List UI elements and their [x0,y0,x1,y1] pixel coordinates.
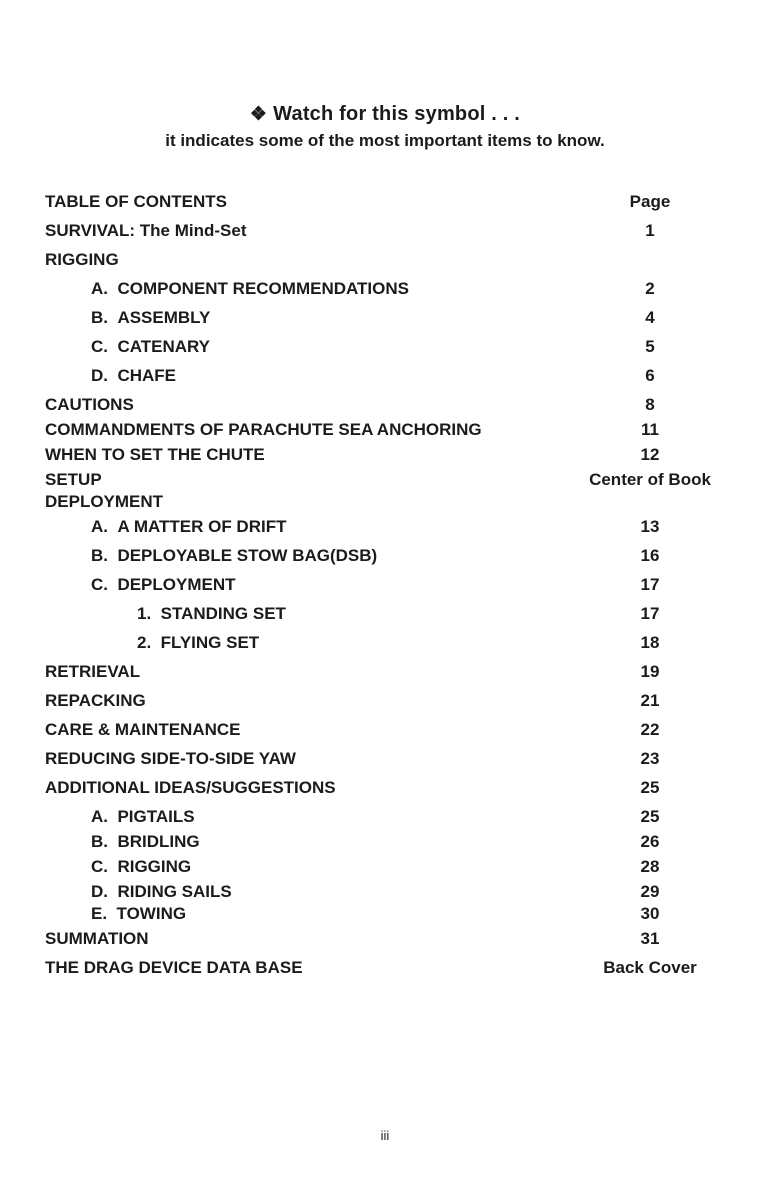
toc-entry-page: 16 [640,546,660,565]
toc-entry-page: 26 [640,832,660,851]
toc-entry-label: RETRIEVAL [45,662,141,681]
toc-entry [45,857,740,876]
toc-entry-label: ADDITIONAL IDEAS/SUGGESTIONS [45,778,336,797]
toc-entry-label: C. RIGGING [91,857,192,876]
toc-entry [45,929,740,948]
toc-entry-page: 17 [640,575,660,594]
toc-entry-page: 2 [645,279,655,298]
toc-entry-label: REPACKING [45,691,146,710]
toc-entry [45,633,740,652]
toc-entry [45,420,740,439]
toc-entry-page: 11 [641,420,659,439]
toc-entry-page: 21 [640,691,660,710]
toc-entry [45,366,740,385]
toc-entry-label: SURVIVAL: The Mind-Set [45,221,247,240]
toc-entry-page: 1 [645,221,655,240]
toc-entry-label: D. CHAFE [91,366,176,385]
toc-entry [45,250,740,269]
toc-entry [45,749,740,768]
toc-entry-label: B. ASSEMBLY [91,308,211,327]
header-title-line [0,102,770,127]
toc-entry-page: 6 [645,366,655,385]
toc-entry [45,337,740,356]
toc-entry [45,279,740,298]
toc-entry-label: COMMANDMENTS OF PARACHUTE SEA ANCHORING [45,420,482,439]
toc-entry [45,832,740,851]
toc-entry-page: 30 [640,904,660,923]
toc-entry [45,691,740,710]
toc-entry [45,517,740,536]
toc-entry [45,308,740,327]
toc-entry [45,470,740,489]
toc-entry-label: WHEN TO SET THE CHUTE [45,445,265,464]
toc-entry-page: 31 [640,929,660,948]
toc-entry-page: 19 [640,662,660,681]
toc-entry [45,546,740,565]
toc-entry [45,662,740,681]
toc-entry [45,958,740,977]
toc-heading-row [45,192,740,211]
toc-entry-page: 23 [640,749,660,768]
toc-entry-page: 5 [645,337,655,356]
toc-entry [45,395,740,414]
toc-heading: TABLE OF CONTENTS [45,192,227,211]
toc-entry-page: 29 [640,882,660,901]
toc-entry-label: C. CATENARY [91,337,210,356]
toc-entry-page: 17 [640,604,660,623]
toc-entry [45,575,740,594]
toc-entries [45,221,740,977]
toc-entry-label: 1. STANDING SET [137,604,286,623]
header-title: Watch for this symbol . . . [273,103,521,125]
toc-entry-label: DEPLOYMENT [45,492,164,511]
toc-entry-label: RIGGING [45,250,119,269]
toc-entry-page: 13 [640,517,660,536]
toc-entry-label: CAUTIONS [45,395,134,414]
footer-page-number: iii [380,1128,390,1143]
toc-entry-page: 25 [640,807,660,826]
toc-entry-page: 22 [640,720,660,739]
toc-entry [45,720,740,739]
toc-entry [45,221,740,240]
toc-entry-label: THE DRAG DEVICE DATA BASE [45,958,303,977]
toc-entry-label: CARE & MAINTENANCE [45,720,241,739]
toc-entry [45,778,740,797]
toc-entry-label: SETUP [45,470,102,489]
footer [0,1128,770,1143]
toc-entry-label: SUMMATION [45,929,149,948]
toc-entry [45,882,740,901]
toc-entry-label: REDUCING SIDE-TO-SIDE YAW [45,749,296,768]
toc-entry-page: 25 [640,778,660,797]
toc-entry-page: 8 [645,395,655,414]
toc-entry-label: A. PIGTAILS [91,807,195,826]
toc-entry [45,807,740,826]
toc-entry [45,445,740,464]
toc-entry-label: B. BRIDLING [91,832,200,851]
toc-entry-label: E. TOWING [91,904,187,923]
toc-entry-page: 4 [645,308,655,327]
toc-entry [45,904,740,923]
toc-page-heading: Page [629,192,671,211]
toc-entry-label: B. DEPLOYABLE STOW BAG(DSB) [91,546,378,565]
toc-entry-page: 18 [640,633,660,652]
toc-entry-label: D. RIDING SAILS [91,882,232,901]
diamond-symbol-icon: ❖ [249,104,268,125]
header-subtitle: it indicates some of the most important items to know. [165,131,605,150]
table-of-contents [45,192,740,977]
toc-entry-page: Center of Book [589,470,711,489]
toc-entry-label: A. A MATTER OF DRIFT [91,517,287,536]
toc-entry-label: A. COMPONENT RECOMMENDATIONS [91,279,409,298]
page-header [0,0,770,152]
toc-entry-label: 2. FLYING SET [137,633,260,652]
toc-entry [45,604,740,623]
toc-entry-label: C. DEPLOYMENT [91,575,236,594]
toc-entry-page: Back Cover [603,958,697,977]
toc-entry-page: 28 [640,857,660,876]
toc-entry [45,492,740,511]
toc-entry-page: 12 [640,445,660,464]
